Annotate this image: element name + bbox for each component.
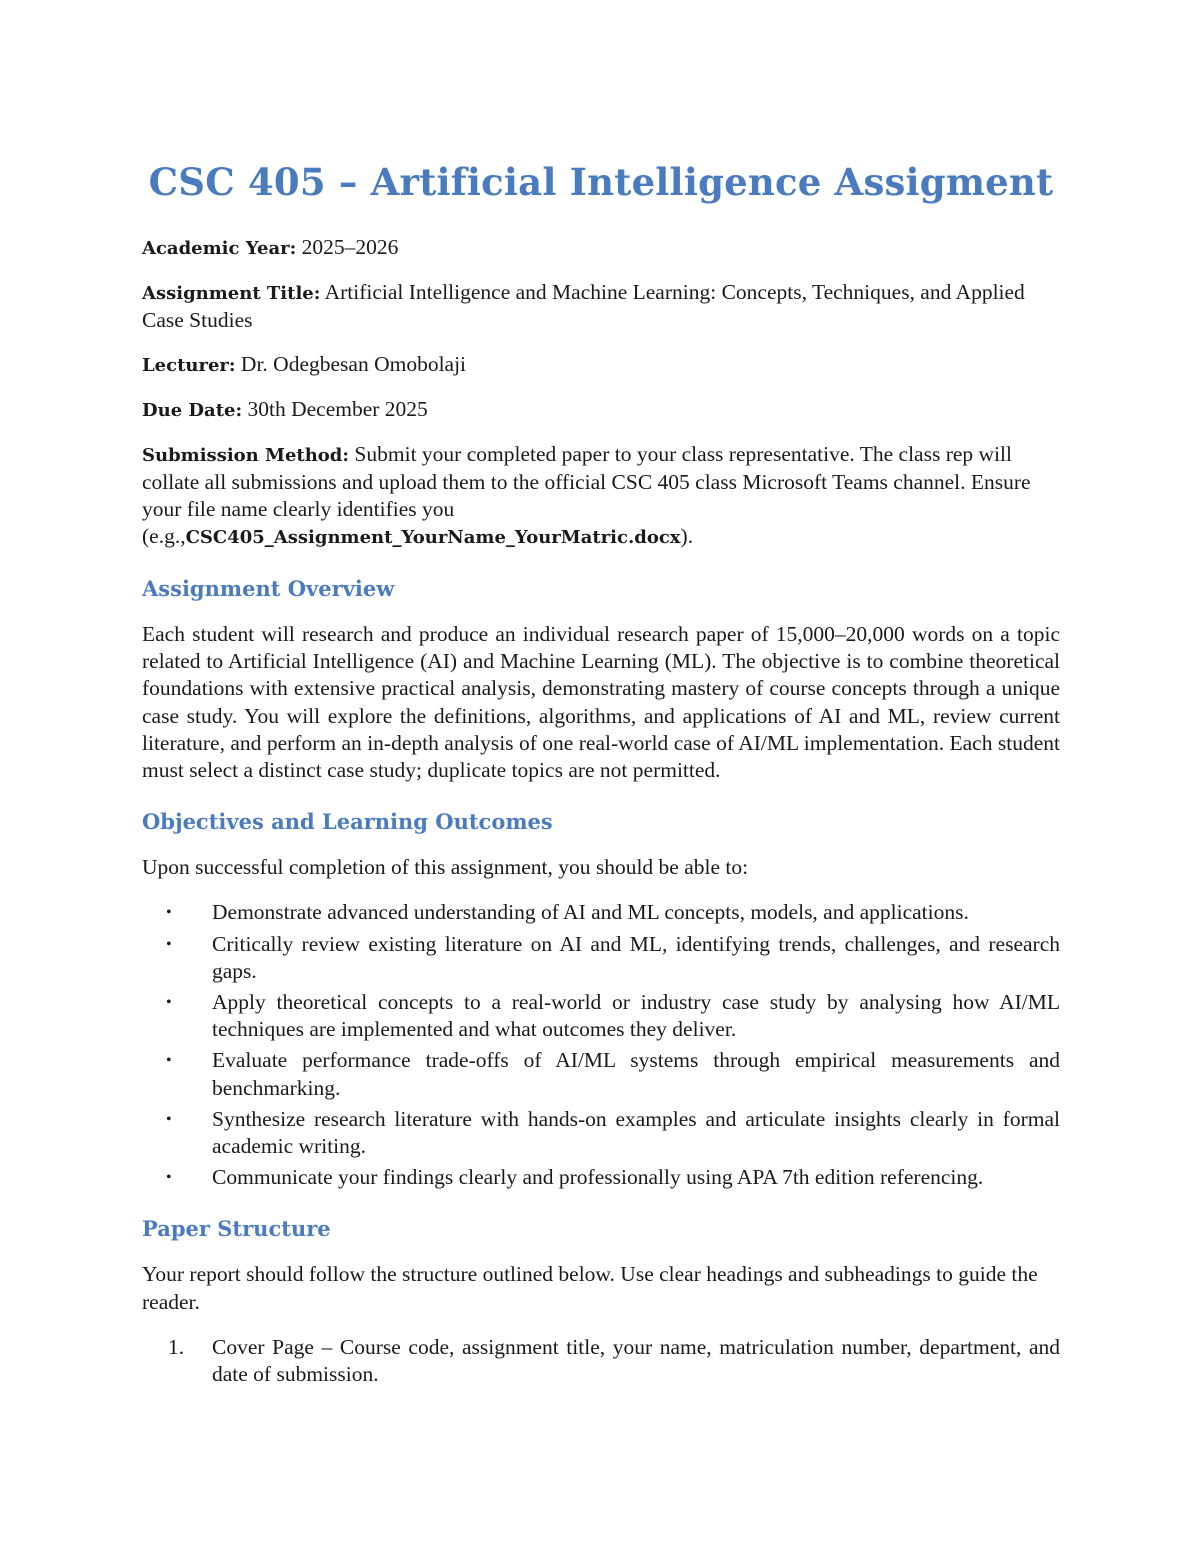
due-date-label: Due Date: [142,400,243,421]
list-item-text: Communicate your findings clearly and professionally using APA 7th edition referencing. [212,1165,984,1190]
objectives-list [142,899,1060,1191]
bullet-icon: • [166,935,172,953]
list-item [142,1047,1060,1101]
list-item [142,1106,1060,1160]
lecturer-value: Dr. Odegbesan Omobolaji [235,352,467,376]
overview-heading: Assignment Overview [142,576,395,601]
document-title: CSC 405 – Artificial Intelligence Assigment [148,160,1054,204]
due-date-value: 30th December 2025 [242,397,428,421]
assignment-title-label: Assignment Title: [142,283,321,304]
submission-method-label: Submission Method: [142,445,350,466]
list-item-text: Synthesize research literature with hands-on examples and articulate insights clearly in formal academic writing. [212,1106,1060,1159]
list-item-text: Cover Page – Course code, assignment title, your name, matriculation number, department, and date of submission. [212,1334,1060,1387]
objectives-intro: Upon successful completion of this assignment, you should be able to: [142,855,749,880]
due-date-field [142,396,1060,424]
submission-method-value: Submit your completed paper to your class representative. The class rep will collate all submissions and upload them to the official CSC 405 class Microsoft Teams channel. Ensure your file name clearly identifies you [142,442,1031,521]
objectives-heading: Objectives and Learning Outcomes [142,809,553,835]
list-item-text: Demonstrate advanced understanding of AI and ML concepts, models, and applications. [212,900,969,925]
assignment-title-field [142,279,1060,334]
list-item [142,989,1060,1043]
list-item-text: Critically review existing literature on AI and ML, identifying trends, challenges, and research gaps. [212,931,1060,983]
assignment-title-value: Artificial Intelligence and Machine Learning: Concepts, Techniques, and Applied Case Studies [142,280,1025,332]
bullet-icon: • [166,1169,172,1187]
list-item [142,1164,1060,1191]
academic-year-value: 2025–2026 [296,235,399,259]
list-item-text: Evaluate performance trade-offs of AI/ML systems through empirical measurements and benchmarking. [212,1048,1060,1100]
submission-example-file: CSC405_Assignment_YourName_YourMatric.docx [185,527,681,548]
bullet-icon: • [166,904,172,922]
list-item [142,1334,1060,1388]
document-page [142,160,1060,1392]
list-number: 1. [168,1334,185,1359]
structure-list [142,1334,1060,1388]
bullet-icon: • [166,1110,172,1128]
submission-example-suffix: ). [680,524,694,548]
bullet-icon: • [166,994,172,1012]
overview-text: Each student will research and produce an individual research paper of 15,000–20,000 words on a topic related to Artificial Intelligence (AI) and Machine Learning (ML). The objective is to combine theoretical foundations with extensive practical analysis, demonstrating mastery of course concepts through a unique case study. You will explore the definitions, algorithms, and applications of AI and ML, review current literature, and perform an in-depth analysis of one real-world case of AI/ML implementation. Each student must select a distinct case study; duplicate topics are not permitted. [142,622,1060,783]
bullet-icon: • [166,1052,172,1070]
structure-heading: Paper Structure [142,1216,331,1242]
structure-intro: Your report should follow the structure outlined below. Use clear headings and subheadings to guide the reader. [142,1262,1038,1314]
submission-example-prefix: (e.g., [142,524,186,548]
list-item-text: Apply theoretical concepts to a real-world or industry case study by analysing how AI/ML techniques are implemented and what outcomes they deliver. [212,990,1060,1042]
academic-year-field [142,234,1060,262]
list-item [142,899,1060,926]
submission-method-field [142,441,1060,551]
lecturer-field [142,351,1060,379]
list-item [142,931,1060,985]
academic-year-label: Academic Year: [142,238,297,259]
lecturer-label: Lecturer: [142,355,236,376]
